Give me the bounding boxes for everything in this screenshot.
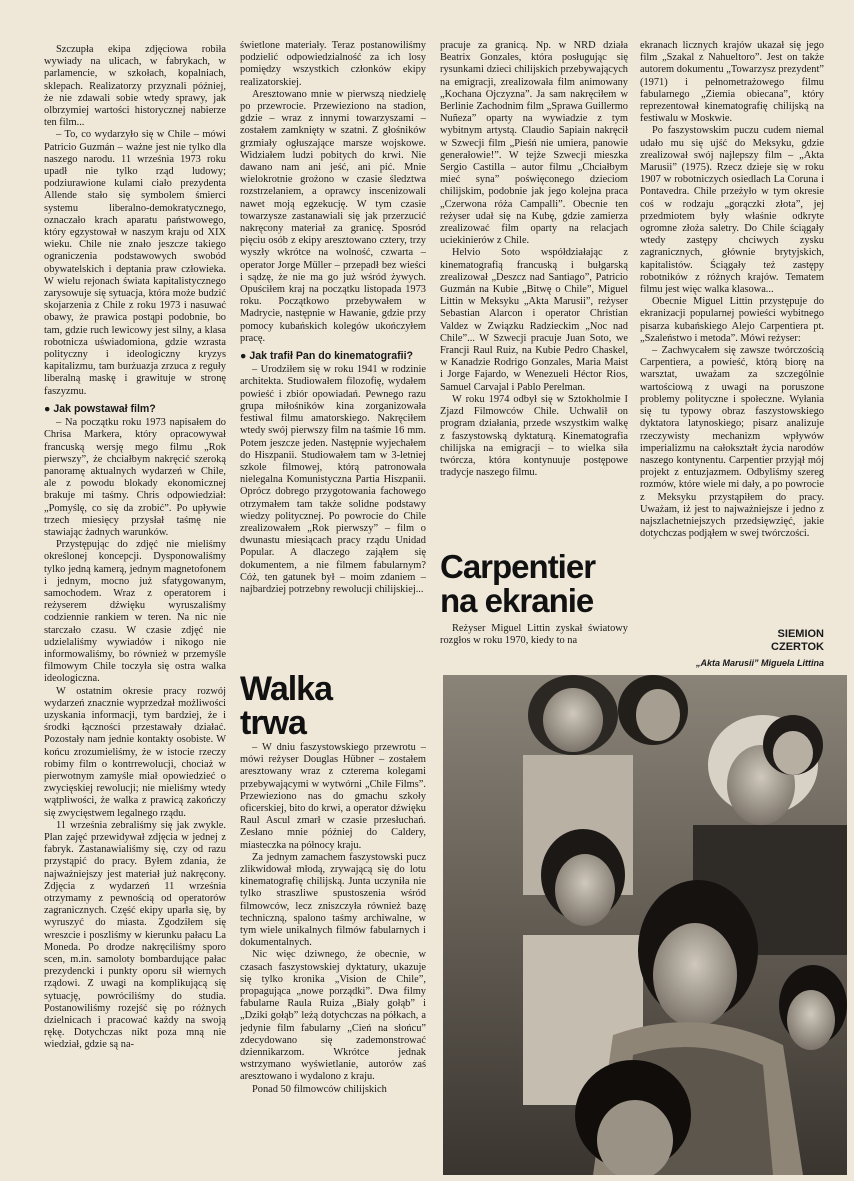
col1-paragraph: 11 września zebraliśmy się jak zwykle. Plan zajęć przewidywał zdjęcia w jednej z fabryk. Zastanawialiśmy się, czy od razu przystąpić do pracy. Byłem zdania, że najważniejszy jest materiał już nakręcony. Zdjęcia z wydarzeń 11 września otrzymamy z pewnością od operatorów zagranicznych. Część ekipy uparła się, by wyruszyć do miasta. Zgodziłem się wreszcie i poszliśmy w kierunku pałacu La Moneda. Po drodze nakręciliśmy sporo scen, m.in. samoloty bombardujące pałac prezydencki i punkty oporu sił wiernych rządowi. Z uwagi na komplikującą się sytuację, powróciliśmy do studia. Postanowiliśmy rozejść się po różnych dzielnicach i pracować każdy na swoją rękę. Dotychczas nikt poza mną nie wiedział, gdzie są na- <box>44 819 226 1051</box>
film-still-illustration <box>443 675 847 1175</box>
col1-question: ● Jak powstawał film? <box>44 402 156 415</box>
column-1 <box>44 44 226 1169</box>
col4-paragraph: Po faszystowskim puczu cudem niemal udało mu się ujść do Meksyku, gdzie zrealizował swój najlepszy film – „Akta Marusii” (1975). Rzecz dzieje się w roku 1907 w robotniczych osiedlach La Coruna i Pontavedra. Chile przeżyło w tym okresie coś w rodzaju „gorączki złota”, jej przedmiotem były właśnie odkryte ogromne złoża saletry. Do Chile ściągały wtedy zastępy chciwych zysku zagranicznych, głównie brytyjskich, kapitalistów. Ściągały też zastępy robotników z różnych krajów. Tematem filmu jest więc walka klasowa... <box>640 125 824 296</box>
col1-paragraph: – Na początku roku 1973 napisałem do Chrisa Markera, który opracowywał francuską wersję mego filmu „Rok pierwszy”, że chciałbym nakręcić szeroką panoramę aktualnych wydarzeń w Chile, ale z powodu blokady ekonomicznej brakuje mi taśmy. Chris odpowiedział: „Pomyślę, co się da zrobić”. Po upływie trzech miesięcy przysłał taśmę nie stawiając żadnych warunków. <box>44 417 226 538</box>
author-name-line: SIEMION <box>777 628 824 640</box>
carpentier-headline <box>440 550 630 618</box>
column-4 <box>640 40 824 600</box>
walka-body <box>240 742 426 1172</box>
author-name-line: CZERTOK <box>771 641 824 653</box>
col1-paragraph: W ostatnim okresie pracy rozwój wydarzeń znacznie wyprzedzał możliwości uzyskania informacji, tym bardziej, że i środki łączności przestawały działać. Pozostały nam jednie kontakty osobiste. W końcu zrozumieliśmy, że w istocie rzeczy robimy film o kontrrewolucji, chociaż w pierwotnym zamyśle miał opowiedzieć o zwycięskiej rewolucji; nie mieliśmy wtedy wątpliwości, że walka z prawicą zakończy się zwycięstwem legalnego rządu. <box>44 685 226 819</box>
carpentier-headline-line: na ekranie <box>440 582 594 619</box>
col2-paragraph: – Urodziłem się w roku 1941 w rodzinie architekta. Studiowałem filozofię, wydałem powieść i zbiór opowiadań. Pewnego razu grupa miłośników kina zorganizowała festiwal filmu amatorskiego. Nakręciłem wtedy swój pierwszy film na taśmie 16 mm. Potem jeszcze jeden. Następnie wyjechałem do Hiszpanii. Studiowałem tam w 3-letniej szkole filmowej, którą patronowała nielegalna Komunistyczna Partia Hiszpanii. Oprócz dobrego przygotowania fachowego otrzymałem tam także solidne podstawy wiedzy politycznej. Po powrocie do Chile zrealizowałem „Rok pierwszy” – film o dwunastu miesiącach pracy rządu Unidad Popular. A dlaczego zająłem się dokumentem, a nie filmem fabularnym? Cóż, ten gatunek był – moim zdaniem – najbardziej potrzebny rewolucji chilijskiej... <box>240 364 426 595</box>
column-2 <box>240 40 426 660</box>
walka-headline-line: trwa <box>240 704 306 742</box>
walka-headline <box>240 672 420 740</box>
photo-caption: „Akta Marusii” Miguela Littina <box>695 658 824 668</box>
col4-paragraph: – Zachwycałem się zawsze twórczością Carpentiera, a powieść, którą biorę na warsztat, uważam za szczególnie wartościową z uwagi na poruszone problemy polityczne i społeczne. Wyłania się tu typowy obraz faszystowskiego dyktatora latynoskiego; pisarz analizuje rzeczywisty mechanizm wpływów imperializmu na całokształt życia narodów naszego kontynentu. Carpentier przyjął mój projekt z entuzjazmem. Odbyliśmy szereg rozmów, które wiele mi dały, a po powrocie z Meksyku przystąpiłem do pracy. Uważam, iż jest to najważniejsze i jedno z najszlachetniejszych przedsięwzięć, jakie dotychczas podjąłem w swej twórczości. <box>640 345 824 540</box>
author-signature <box>700 628 824 654</box>
col1-paragraph: – To, co wydarzyło się w Chile – mówi Patricio Guzmán – ważne jest nie tylko dla naszego narodu. 11 września 1973 roku upadł nie tylko rząd ludowy; podziurawione kulami ciało prezydenta Allende stało się symbolem śmierci systemu liberalno-demokratycznego, oznaczało krach aparatu państwowego, który egzystował w naszym kraju od XIX wieku. Chile nie znało jeszcze takiego ograniczenia podstawowych swobód obywatelskich i deptania praw człowieka. W wielu rejonach świata kapitalistycznego zarysowuje się sytuacja, która może budzić skojarzenia z Chile z roku 1973 i nasuwać obawy, że prawica postąpi podobnie, bo tam, gdzie ruch lewicowy jest silny, a klasa robotnicza uświadomiona, gdzie wzrasta polityczny i ideologiczny kryzys kapitalizmu, tam burżuazja zrzuca z reguły liberalną maskę i grawituje w stronę faszyzmu. <box>44 129 226 397</box>
walka-paragraph: Za jednym zamachem faszystowski pucz zlikwidował młodą, zrywającą się do lotu kinematografię chilijską. Junta uczyniła nie tylko straszliwe spustoszenia wśród filmowców, lecz zniszczyła również bazę techniczną, spalono taśmy archiwalne, w tym wiele unikalnych filmów fabularnych i dokumentalnych. <box>240 851 426 949</box>
col4-paragraph: Obecnie Miguel Littin przystępuje do ekranizacji popularnej powieści wybitnego pisarza kubańskiego Alejo Carpentiera pt. „Szaleństwo i metoda”. Mówi reżyser: <box>640 296 824 344</box>
walka-headline-line: Walka <box>240 670 333 708</box>
walka-paragraph: Nic więc dziwnego, że obecnie, w czasach faszystowskiej dyktatury, ukazuje się tylko kronika „Vision de Chile”, propagująca „nowe porządki”. Dwa filmy fabularne Raula Ruiza „Biały gołąb” i „Dziki gołąb” leżą dotychczas na półkach, a jedynie film fabularny „Cień na słońcu” zdecydowano się zademonstrować dziennikarzom. Wkrótce jednak wstrzymano wyświetlanie, autorów zaś aresztowano i wydalono z kraju. <box>240 949 426 1083</box>
col2-question: ● Jak trafił Pan do kinematografii? <box>240 350 413 363</box>
col2-paragraph: Aresztowano mnie w pierwszą niedzielę po przewrocie. Przewieziono na stadion, gdzie – wraz z innymi towarzyszami – zostałem zamknięty w szatni. Z głośników grzmiały ogłuszające marsze wojskowe. Widziałem ludzi pobitych do krwi. Nie dawano nam ani jeść, ani pić. Mnie wielokrotnie grożono w czasie śledztwa rozstrzelaniem, a oprawcy inscenizowali nawet moją egzekucję. W tym czasie towarzysze zastanawiali się jak przerzucić nakręcony materiał za granicę. Sposród pięciu osób z ekipy aresztowano cztery, trzy wyszły wkrótce na wolność, czwarta – operator Jorge Müller – przepadł bez wieści i sądzę, że nie ma go już wśród żywych. Opuściłem kraj na początku listopada 1973 roku. Początkowo przebywałem w Madrycie, następnie w Hawanie, gdzie przy pomocy kubańskich kolegów ukończyłem pracę. <box>240 88 426 344</box>
film-still-photo <box>443 675 847 1175</box>
col3-paragraph: W roku 1974 odbył się w Sztokholmie I Zjazd Filmowców Chile. Uchwalił on program działania, przede wszystkim walkę z faszystowską dyktaturą. Kinematografia chilijska na emigracji – to wielka siła twórcza, która kontynuuje postępowe tradycje naszego filmu. <box>440 393 628 479</box>
col3-paragraph: Helvio Soto współdziałając z kinematografią francuską i bułgarską zrealizował „Deszcz nad Santiago”, Patricio Guzmán na Kubie „Bitwę o Chile”, Miguel Littin w Meksyku „Akta Marusii”, reżyser Sebastian Alarcon i operator Christian Valdez w Związku Radzieckim „Noc nad Chile”... W Szwecji pracuje Juan Soto, we Francji Raul Ruiz, na Kubie Pedro Chaskel, w Kanadzie Rodrigo Gonzales, Maria Maist i Jorge Fajardo, w Wenezueli Héctor Rios, Samuel Carvajal i Pablo Perelman. <box>440 247 628 393</box>
col2-paragraph: świetlone materiały. Teraz postanowiliśmy podzielić odpowiedzialność za ich losy pomiędzy wszystkich członków ekipy realizatorskiej. <box>240 40 426 88</box>
carpentier-headline-line: Carpentier <box>440 548 596 585</box>
column-3 <box>440 40 628 540</box>
col4-paragraph: ekranach licznych krajów ukazał się jego film „Szakal z Nahueltoro”. Jest on także autorem dokumentu „Towarzysz prezydent” (1971) i pełnometrażowego filmu fabularnego „Ziemia obiecana”, który reprezentował kinematografię chilijską na festiwalu w Moskwie. <box>640 40 824 125</box>
col3-paragraph: pracuje za granicą. Np. w NRD działa Beatrix Gonzales, która posługując się rysunkami dzieci chilijskich przebywających na emigracji, zrealizowała film animowany „Kochana Ojczyzna”. Ja sam nakręciłem w Berlinie Zachodnim film „Sprawa Guillermo Nuñeza” oparty na wywiadzie z tym wybitnym artystą. Claudio Sapiain nakręcił w Szwecji film „Pieśń nie umiera, panowie generałowie!”. W tejże Szwecji mieszka Sergio Castilla – autor filmu „Chciałbym mieć syna” poświęconego dzieciom chilijskim, podobnie jak jego kolejna praca „Czerwona róża Campalli”. Obecnie ten reżyser udał się na Kubę, gdzie zamierza zrealizować film oparty na relacjach uciekinierów z Chile. <box>440 40 628 247</box>
walka-paragraph: – W dniu faszystowskiego przewrotu – mówi reżyser Douglas Hübner – zostałem aresztowany wraz z czterema kolegami przebywającymi w wytwórni „Chile Films”. Przewieziono nas do gmachu szkoły oficerskiej, bito do krwi, a operator dźwięku Raul Ascul zmarł w czasie przesłuchań. Zesłano mnie później do Caldery, miasteczka na północy kraju. <box>240 742 426 851</box>
carpentier-lead <box>440 623 628 663</box>
walka-paragraph: Ponad 50 filmowców chilijskich <box>252 1083 387 1095</box>
col1-paragraph: Szczupła ekipa zdjęciowa robiła wywiady na ulicach, w fabrykach, w parlamencie, w szkołach, kopalniach, sklepach. Realizatorzy przyznali później, że nie zdawali sobie wtedy sprawy, jak olbrzymiej wartości historycznej nabierze ten film... <box>44 44 226 129</box>
col1-paragraph: Przystępując do zdjęć nie mieliśmy określonej koncepcji. Dysponowaliśmy tylko jedną kamerą, jednym magnetofonem i jednym, mocno już sfatygowanym, samochodem. Wraz z operatorem i reżyserem dźwięku wyruszaliśmy codziennie rankiem w teren. Na nic nie starczało czasu. W czasie zdjęć nie udzielaliśmy wywiadów i nikogo nie informowaliśmy, bo również w przemyśle filmowym Chile toczyła się ostra walka ideologiczna. <box>44 539 226 685</box>
carpentier-lead-text: Reżyser Miguel Littin zyskał światowy rozgłos w roku 1970, kiedy to na <box>440 623 628 647</box>
